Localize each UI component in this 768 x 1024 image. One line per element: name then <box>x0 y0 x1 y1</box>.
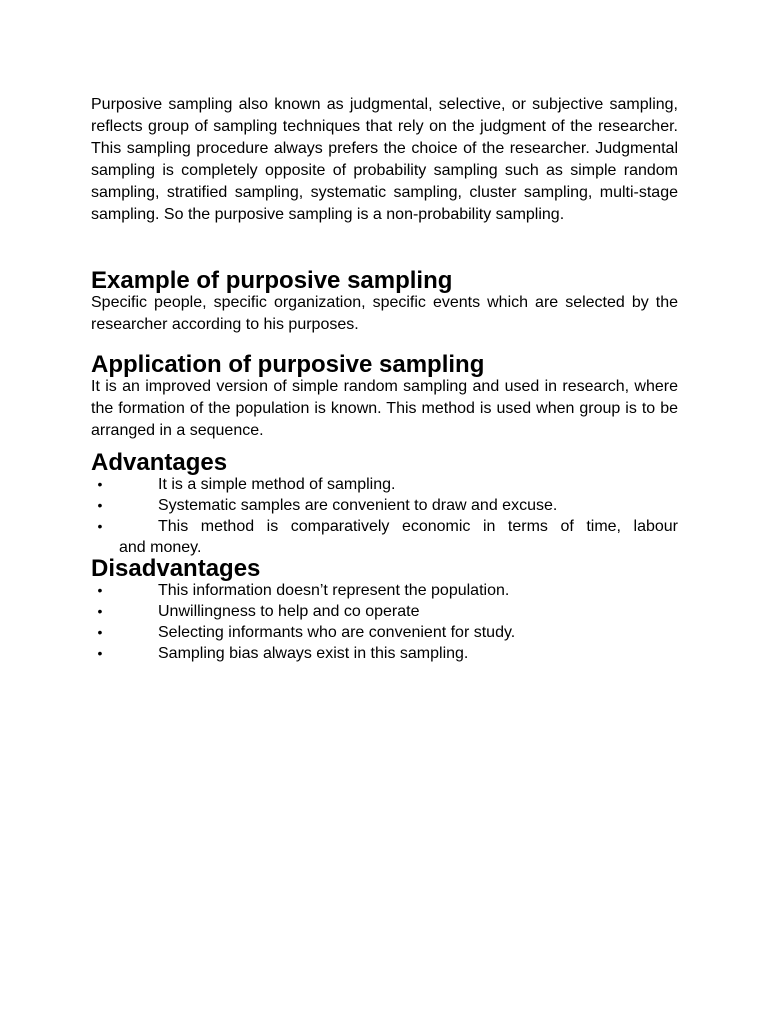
application-paragraph: It is an improved version of simple random sampling and used in research, where the formation of the population is known. This method is used when group is to be arranged in a sequence. <box>91 378 678 439</box>
bullet-icon: • <box>97 518 103 534</box>
list-item <box>91 622 678 643</box>
example-paragraph: Specific people, specific organization, specific events which are selected by the researcher according to his purposes. <box>91 294 678 333</box>
list-item <box>91 643 678 664</box>
list-item <box>91 516 678 558</box>
bullet-icon: • <box>97 582 103 598</box>
advantages-heading: Advantages <box>91 449 228 476</box>
list-item-text: This method is comparatively economic in terms of time, labour <box>158 518 678 535</box>
advantages-list <box>91 474 678 558</box>
list-item-text: It is a simple method of sampling. <box>158 476 396 493</box>
document-page <box>91 94 678 664</box>
disadvantages-list <box>91 580 678 664</box>
list-item <box>91 580 678 601</box>
list-item-text: Sampling bias always exist in this sampling. <box>158 645 469 662</box>
spacer <box>91 226 678 270</box>
bullet-icon: • <box>97 645 103 661</box>
list-item <box>91 601 678 622</box>
intro-paragraph: Purposive sampling also known as judgmental, selective, or subjective sampling, reflects group of sampling techniques that rely on the judgment of the researcher. This sampling procedure always prefers the choice of the researcher. Judgmental sampling is completely opposite of probability sampling such as simple random sampling, stratified sampling, systematic sampling, cluster sampling, multi-stage sampling. So the purposive sampling is a non-probability sampling. <box>91 96 678 223</box>
list-item-continuation: and money. <box>119 539 202 556</box>
example-heading: Example of purposive sampling <box>91 267 453 294</box>
list-item-text: Selecting informants who are convenient for study. <box>158 624 516 641</box>
list-item-text: Systematic samples are convenient to draw and excuse. <box>158 497 558 514</box>
bullet-icon: • <box>97 624 103 640</box>
application-heading: Application of purposive sampling <box>91 351 485 378</box>
list-item-text: Unwillingness to help and co operate <box>158 603 420 620</box>
bullet-icon: • <box>97 497 103 513</box>
bullet-icon: • <box>97 476 103 492</box>
bullet-icon: • <box>97 603 103 619</box>
list-item <box>91 474 678 495</box>
list-item <box>91 495 678 516</box>
disadvantages-heading: Disadvantages <box>91 555 261 582</box>
list-item-text: This information doesn’t represent the population. <box>158 582 510 599</box>
